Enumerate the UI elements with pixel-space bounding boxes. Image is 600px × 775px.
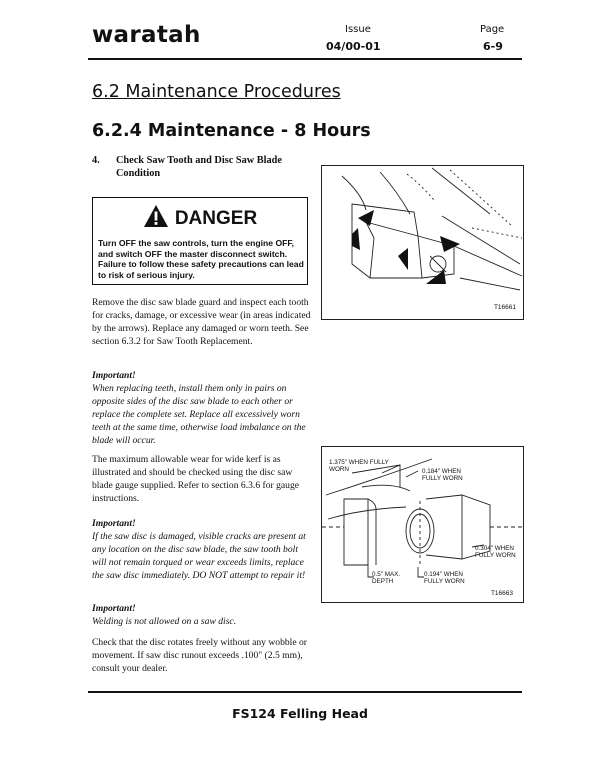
label-0184-worn: 0.184" WHEN FULLY WORN — [422, 468, 463, 482]
important-label: Important! — [92, 370, 136, 381]
important-text: If the saw disc is damaged, visible cracks are present at any location on the disc saw blade, the saw tooth bolt will not remain torqued or wear exceeds limits, replace the saw disc immediately. DO NOT attempt to repair it! — [92, 531, 306, 581]
important-note-3 — [92, 602, 312, 628]
figure-saw-tooth-inspection — [321, 165, 524, 320]
figure-id: T16663 — [490, 590, 513, 597]
important-note-2 — [92, 517, 312, 582]
figure-wear-limits — [321, 446, 524, 603]
danger-title: DANGER — [174, 208, 258, 229]
footer-title: FS124 Felling Head — [232, 706, 368, 721]
important-text: When replacing teeth, install them only in pairs on opposite sides of the disc saw blade to each other or replace the complete set. Replace all excessively worn teeth at the same time, otherwise load imbalance on the blade will occur. — [92, 383, 306, 446]
step-number: 4. — [92, 155, 100, 166]
important-note-1 — [92, 369, 312, 447]
warning-triangle-icon — [143, 204, 169, 234]
issue-label: Issue — [345, 24, 371, 35]
label-0304-worn: 0.304" WHEN FULLY WORN — [475, 545, 516, 559]
section-heading: 6.2 Maintenance Procedures — [92, 82, 341, 102]
label-1375-worn: 1.375" WHEN FULLY WORN — [329, 459, 389, 473]
paragraph-wear: The maximum allowable wear for wide kerf is as illustrated and should be checked using the disc saw blade gauge supplied. Refer to section 6.3.6 for gauge instructions. — [92, 454, 300, 504]
step-title: Check Saw Tooth and Disc Saw Blade Condition — [116, 155, 282, 179]
subsection-heading: 6.2.4 Maintenance - 8 Hours — [92, 121, 371, 141]
danger-text: Turn OFF the saw controls, turn the engine OFF, and switch OFF the master disconnect switch. Failure to follow these safety precautions can lead to risk of serious injury. — [98, 238, 304, 280]
header-rule — [88, 58, 522, 60]
figure-id: T16661 — [493, 304, 516, 311]
important-text: Welding is not allowed on a saw disc. — [92, 616, 237, 627]
footer-rule — [88, 691, 522, 693]
paragraph-inspect: Remove the disc saw blade guard and inspect each tooth for cracks, damage, or excessive wear (in areas indicated by the arrows). Replace any damaged or worn teeth. See section 6.3.2 for Saw Tooth Replacement. — [92, 297, 311, 347]
page-number: 6-9 — [483, 40, 503, 53]
issue-value: 04/00-01 — [326, 40, 381, 53]
page-label: Page — [480, 24, 505, 35]
brand-logo: waratah — [92, 22, 201, 48]
label-max-depth: 0.5" MAX. DEPTH — [372, 571, 401, 585]
paragraph-runout: Check that the disc rotates freely without any wobble or movement. If saw disc runout exceeds .100" (2.5 mm), consult your dealer. — [92, 637, 307, 674]
important-label: Important! — [92, 518, 136, 529]
label-0194-worn: 0.194" WHEN FULLY WORN — [424, 571, 465, 585]
saw-tooth-drawing — [322, 166, 523, 319]
danger-warning-box — [92, 197, 308, 285]
danger-heading — [93, 204, 307, 234]
important-label: Important! — [92, 603, 136, 614]
